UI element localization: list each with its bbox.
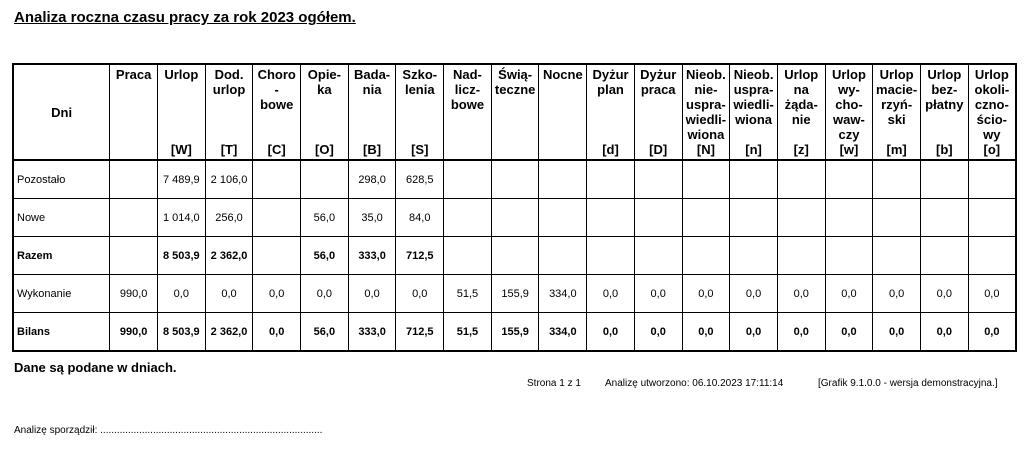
signature-line [14,425,322,436]
table-cell: 1 014,0 [157,199,205,237]
table-cell: 0,0 [587,313,635,352]
table-cell: 0,0 [730,313,778,352]
table-cell: 0,0 [634,275,682,313]
table-cell [539,199,587,237]
column-header-label: Bada- nia [354,67,391,97]
table-cell [587,199,635,237]
column-header-label: Świą- teczne [494,67,536,97]
table-cell [730,199,778,237]
report-title: Analiza roczna czasu pracy za rok 2023 ogółem. [14,9,356,26]
table-cell: 2 106,0 [205,160,253,199]
table-cell: 0,0 [253,275,301,313]
table-cell [301,160,349,199]
column-header [205,64,253,160]
units-note: Dane są podane w dniach. [14,360,177,375]
table-cell: 0,0 [396,275,444,313]
table-cell [873,237,921,275]
column-header-label: Nocne [542,67,583,82]
analysis-table [12,63,1017,352]
table-cell [587,237,635,275]
table-row [13,237,1016,275]
table-cell [587,160,635,199]
signature-dots: ................................................................................ [100,425,323,436]
table-cell [920,237,968,275]
table-cell: 0,0 [920,275,968,313]
table-cell [444,199,492,237]
table-cell [825,199,873,237]
column-header-label: Dod. urlop [212,67,246,97]
table-cell: 0,0 [634,313,682,352]
table-cell [825,160,873,199]
column-header [825,64,873,160]
column-header-label: Urlop bez- płatny [925,67,964,112]
table-cell: 56,0 [301,313,349,352]
table-cell: 0,0 [587,275,635,313]
table-cell [634,199,682,237]
table-cell: 0,0 [301,275,349,313]
table-row [13,160,1016,199]
column-header-label: Urlop [164,67,199,82]
column-header [634,64,682,160]
row-label: Pozostało [13,160,110,199]
column-header-label: Nad- licz- bowe [450,67,485,112]
table-cell [730,237,778,275]
table-cell: 0,0 [873,275,921,313]
corner-header: Dni [13,64,110,160]
row-label: Wykonanie [13,275,110,313]
table-cell [682,199,730,237]
column-header [873,64,921,160]
table-cell: 0,0 [968,275,1016,313]
column-header-code: [d] [602,142,619,157]
table-cell: 0,0 [205,275,253,313]
table-cell: 56,0 [301,237,349,275]
table-cell [634,160,682,199]
table-cell: 0,0 [682,313,730,352]
column-header [157,64,205,160]
column-header [301,64,349,160]
column-header-code: [N] [696,142,715,157]
column-header-label: Dyżur plan [592,67,629,97]
table-cell [444,160,492,199]
table-cell [253,237,301,275]
table-cell: 712,5 [396,313,444,352]
table-cell: 334,0 [539,275,587,313]
table-header-row [13,64,1016,160]
column-header [682,64,730,160]
column-header [348,64,396,160]
column-header-code: [w] [839,142,859,157]
table-cell: 7 489,9 [157,160,205,199]
column-header [444,64,492,160]
table-cell: 0,0 [777,275,825,313]
table-cell: 334,0 [539,313,587,352]
table-cell [825,237,873,275]
table-cell [777,160,825,199]
column-header-code: [W] [170,142,192,157]
column-header-code: [T] [220,142,238,157]
table-cell: 990,0 [110,275,158,313]
column-header-code: [B] [363,142,382,157]
table-cell: 628,5 [396,160,444,199]
column-header-label: Urlop na żąda- nie [784,67,819,127]
table-cell: 51,5 [444,275,492,313]
table-cell: 35,0 [348,199,396,237]
column-header-code: [C] [267,142,286,157]
table-cell [110,160,158,199]
table-cell: 0,0 [730,275,778,313]
column-header-label: Choro - bowe [257,67,296,112]
table-cell: 0,0 [825,313,873,352]
column-header-code: [S] [411,142,429,157]
table-cell [634,237,682,275]
column-header-label: Szko- lenia [402,67,438,97]
table-cell [730,160,778,199]
signature-label: Analizę sporządził: [14,425,98,436]
column-header [587,64,635,160]
table-cell: 0,0 [348,275,396,313]
table-cell: 256,0 [205,199,253,237]
row-label: Bilans [13,313,110,352]
table-cell: 0,0 [157,275,205,313]
table-cell [491,199,539,237]
table-cell [920,199,968,237]
table-cell: 298,0 [348,160,396,199]
table-row [13,275,1016,313]
table-cell: 2 362,0 [205,313,253,352]
table-cell: 0,0 [920,313,968,352]
column-header-label: Nieob. nie- uspra- wiedli- wiona [685,67,727,142]
version-info: [Grafik 9.1.0.0 - wersja demonstracyjna.] [818,378,998,389]
table-cell [968,237,1016,275]
table-cell [920,160,968,199]
column-header-code: [o] [983,142,1001,157]
table-cell: 990,0 [110,313,158,352]
table-cell [539,237,587,275]
table-cell: 2 362,0 [205,237,253,275]
column-header-code: [m] [886,142,907,157]
table-cell: 333,0 [348,237,396,275]
table-cell [968,199,1016,237]
column-header-label: Urlop macie- rzyń- ski [876,67,918,127]
column-header-code: [b] [936,142,953,157]
table-cell: 333,0 [348,313,396,352]
column-header [920,64,968,160]
table-cell: 8 503,9 [157,237,205,275]
column-header [110,64,158,160]
column-header-label: Dyżur praca [640,67,677,97]
table-cell [444,237,492,275]
table-cell [682,237,730,275]
table-cell [491,160,539,199]
table-cell: 56,0 [301,199,349,237]
table-cell: 712,5 [396,237,444,275]
table-row [13,313,1016,352]
table-cell: 0,0 [253,313,301,352]
column-header-code: [z] [793,142,809,157]
table-cell [777,199,825,237]
column-header [253,64,301,160]
table-cell [777,237,825,275]
column-header [777,64,825,160]
column-header-label: Urlop okoli- czno- ścio- wy [974,67,1010,142]
column-header-code: [n] [745,142,762,157]
column-header [730,64,778,160]
column-header [491,64,539,160]
table-cell [253,160,301,199]
table-cell [968,160,1016,199]
row-label: Nowe [13,199,110,237]
table-cell: 0,0 [777,313,825,352]
table-cell: 0,0 [968,313,1016,352]
column-header-code: [O] [315,142,334,157]
column-header [968,64,1016,160]
table-cell: 8 503,9 [157,313,205,352]
table-cell [539,160,587,199]
table-cell: 0,0 [873,313,921,352]
column-header-label: Praca [115,67,152,82]
column-header [396,64,444,160]
created-timestamp: Analizę utworzono: 06.10.2023 17:11:14 [605,378,784,389]
column-header-label: Nieob. uspra- wiedli- wiona [733,67,774,127]
column-header-label: Opie- ka [307,67,341,97]
table-cell [491,237,539,275]
table-cell [110,237,158,275]
page-number: Strona 1 z 1 [527,378,581,389]
table-cell: 155,9 [491,313,539,352]
table-cell: 155,9 [491,275,539,313]
table-body [13,160,1016,351]
table-cell: 0,0 [825,275,873,313]
row-label: Razem [13,237,110,275]
column-header-label: Urlop wy- cho- waw- czy [831,67,866,142]
table-cell [682,160,730,199]
column-header [539,64,587,160]
table-cell [873,199,921,237]
table-cell: 0,0 [682,275,730,313]
table-row [13,199,1016,237]
table-cell [873,160,921,199]
table-cell: 51,5 [444,313,492,352]
table-cell [110,199,158,237]
table-cell [253,199,301,237]
column-header-code: [D] [649,142,668,157]
table-cell: 84,0 [396,199,444,237]
